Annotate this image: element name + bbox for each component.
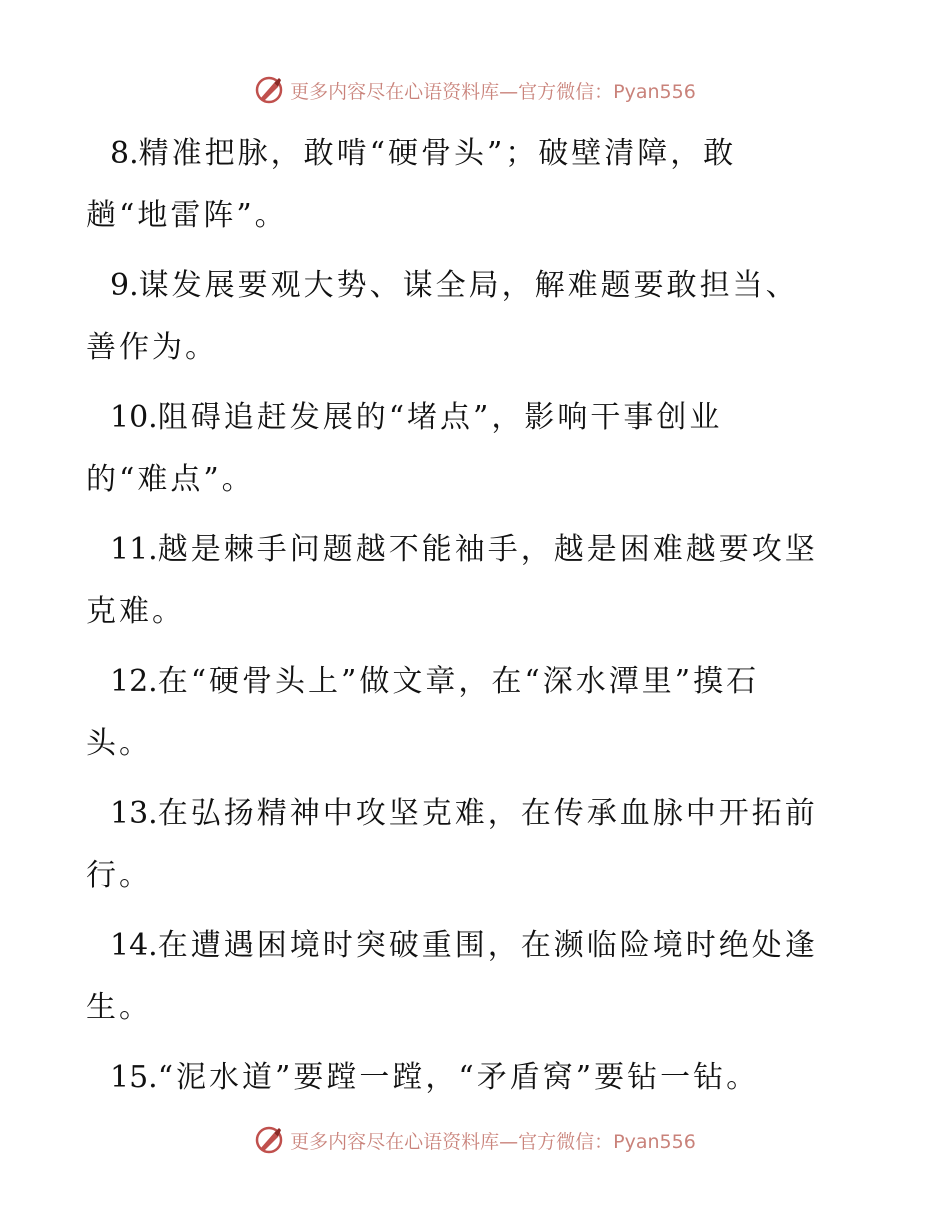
- document-body: [86, 123, 858, 1117]
- list-item: [86, 519, 858, 643]
- item-text-line2: 趟“地雷阵”。: [86, 198, 288, 233]
- list-item: [86, 387, 858, 511]
- item-text-line1: 阻碍追赶发展的“堵点”，影响干事创业: [157, 400, 723, 435]
- item-number: 8.: [110, 136, 139, 171]
- item-text-line1: “泥水道”要蹚一蹚，“矛盾窝”要钻一钻。: [157, 1060, 760, 1095]
- item-text-line1: 越是棘手问题越不能袖手，越是困难越要攻坚: [157, 532, 818, 567]
- list-item: [86, 783, 858, 907]
- list-item: [86, 651, 858, 775]
- item-number: 9.: [110, 268, 139, 303]
- item-text-line1: 在遭遇困境时突破重围，在濒临险境时绝处逢: [157, 928, 818, 963]
- item-text-line1: 精准把脉，敢啃“硬骨头”；破壁清障，敢: [138, 136, 737, 171]
- footer-banner: [0, 1120, 950, 1160]
- item-text-line2: 生。: [86, 990, 152, 1025]
- pen-logo-icon: [254, 75, 284, 105]
- list-item: [86, 123, 858, 247]
- list-item: [86, 915, 858, 1039]
- pen-logo-icon: [254, 1125, 284, 1155]
- item-number: 14.: [110, 928, 158, 963]
- list-item: [98, 1047, 858, 1109]
- item-number: 13.: [110, 796, 158, 831]
- item-text-line1: 在“硬骨头上”做文章，在“深水潭里”摸石: [157, 664, 760, 699]
- header-banner: [0, 70, 950, 110]
- item-text-line1: 在弘扬精神中攻坚克难，在传承血脉中开拓前: [157, 796, 818, 831]
- item-text-line2: 头。: [86, 726, 152, 761]
- item-text-line2: 的“难点”。: [86, 462, 255, 497]
- footer-banner-text: 更多内容尽在心语资料库—官方微信：Pyan556: [290, 1130, 696, 1153]
- header-banner-text: 更多内容尽在心语资料库—官方微信：Pyan556: [290, 80, 696, 103]
- item-text-line2: 克难。: [86, 594, 185, 629]
- item-number: 11.: [110, 532, 158, 567]
- item-text-line2: 善作为。: [86, 330, 218, 365]
- item-number: 10.: [110, 400, 158, 435]
- list-item: [86, 255, 858, 379]
- item-number: 12.: [110, 664, 158, 699]
- item-text-line1: 谋发展要观大势、谋全局，解难题要敢担当、: [138, 268, 799, 303]
- item-number: 15.: [110, 1060, 158, 1095]
- item-text-line2: 行。: [86, 858, 152, 893]
